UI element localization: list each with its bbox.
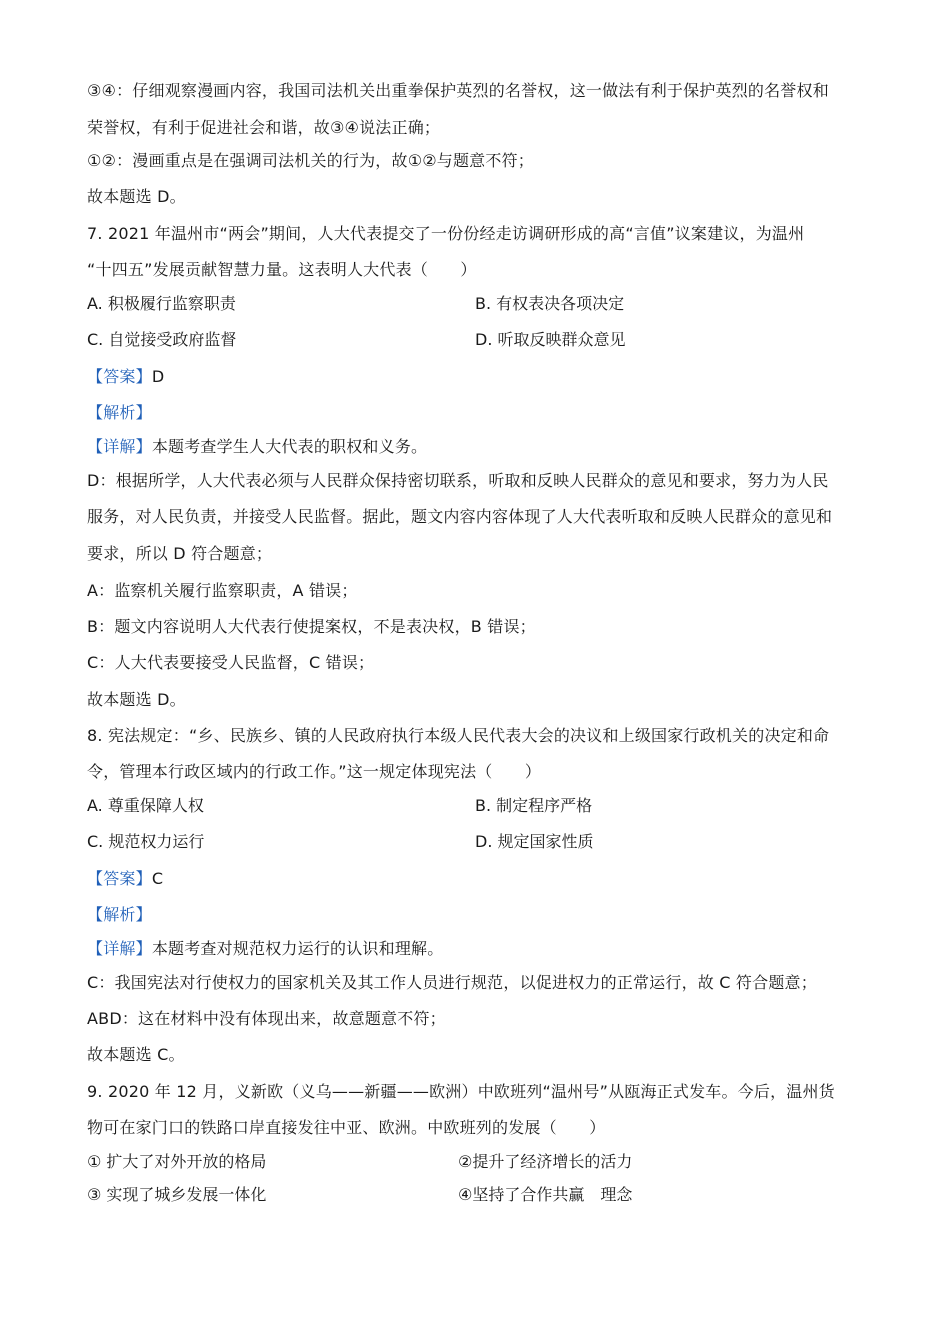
q9-item-3: ③ 实现了城乡发展一体化 — [87, 1185, 267, 1204]
q7-option-b: B. 有权表决各项决定 — [475, 294, 625, 313]
q7-detail-line: D：根据所学，人大代表必须与人民群众保持密切联系，听取和反映人民群众的意见和要求，努力为人民 — [87, 471, 829, 490]
answer-tag: 【答案】 — [87, 869, 152, 888]
q9-stem: 9. 2020 年 12 月，义新欧（义乌——新疆——欧洲）中欧班列“温州号”从瓯海正式发车。今后，温州货 — [87, 1082, 835, 1101]
q8-answer — [87, 868, 163, 890]
q7-stem: “十四五”发展贡献智慧力量。这表明人大代表（ ） — [87, 260, 477, 279]
answer-value: D — [151, 367, 165, 386]
q9-item-4: ④坚持了合作共赢 理念 — [458, 1185, 633, 1204]
q7-option-d: D. 听取反映群众意见 — [475, 330, 626, 349]
q7-answer — [87, 366, 164, 388]
q9-stem: 物可在家门口的铁路口岸直接发往中亚、欧洲。中欧班列的发展（ ） — [87, 1118, 606, 1137]
detail-tag: 【详解】 — [87, 437, 152, 456]
q7-conclusion: 故本题选 D。 — [87, 690, 186, 709]
answer-value: C — [151, 869, 164, 888]
q8-stem: 8. 宪法规定：“乡、民族乡、镇的人民政府执行本级人民代表大会的决议和上级国家行政机关的决定和命 — [87, 726, 830, 745]
q8-detail-line: ABD：这在材料中没有体现出来，故意题意不符； — [87, 1009, 446, 1028]
q7-detail — [87, 436, 427, 458]
q8-stem: 令，管理本行政区域内的行政工作。”这一规定体现宪法（ ） — [87, 762, 542, 781]
answer-tag: 【答案】 — [87, 367, 152, 386]
detail-tag: 【详解】 — [87, 939, 152, 958]
q8-conclusion: 故本题选 C。 — [87, 1045, 185, 1064]
q8-option-a: A. 尊重保障人权 — [87, 796, 204, 815]
q7-detail-line: A：监察机关履行监察职责，A 错误； — [87, 581, 358, 600]
q7-detail-line: B：题文内容说明人大代表行使提案权，不是表决权，B 错误； — [87, 617, 536, 636]
q6-analysis-line: ①②：漫画重点是在强调司法机关的行为，故①②与题意不符； — [87, 151, 534, 170]
q6-conclusion: 故本题选 D。 — [87, 187, 186, 206]
q8-option-b: B. 制定程序严格 — [475, 796, 593, 815]
q7-option-c: C. 自觉接受政府监督 — [87, 330, 237, 349]
q7-detail-line: C：人大代表要接受人民监督，C 错误； — [87, 653, 375, 672]
q7-analysis-tag: 【解析】 — [87, 403, 152, 422]
q9-item-1: ① 扩大了对外开放的格局 — [87, 1152, 267, 1171]
q6-analysis-line: 荣誉权，有利于促进社会和谐，故③④说法正确； — [87, 118, 441, 137]
q8-option-d: D. 规定国家性质 — [475, 832, 594, 851]
q8-detail — [87, 938, 443, 960]
q9-item-2: ②提升了经济增长的活力 — [458, 1152, 633, 1171]
q8-analysis-tag: 【解析】 — [87, 905, 152, 924]
q6-analysis-line: ③④：仔细观察漫画内容，我国司法机关出重拳保护英烈的名誉权，这一做法有利于保护英烈的名誉权和 — [87, 81, 829, 100]
q7-option-a: A. 积极履行监察职责 — [87, 294, 236, 313]
q7-detail-line: 要求，所以 D 符合题意； — [87, 544, 273, 563]
q8-option-c: C. 规范权力运行 — [87, 832, 205, 851]
q7-stem: 7. 2021 年温州市“两会”期间，人大代表提交了一份份经走访调研形成的高“言值”议案建议，为温州 — [87, 224, 805, 243]
detail-text: 本题考查学生人大代表的职权和义务。 — [151, 437, 428, 456]
detail-text: 本题考查对规范权力运行的认识和理解。 — [151, 939, 444, 958]
q7-detail-line: 服务，对人民负责，并接受人民监督。据此，题文内容内容体现了人大代表听取和反映人民群众的意见和 — [87, 507, 833, 526]
q8-detail-line: C：我国宪法对行使权力的国家机关及其工作人员进行规范，以促进权力的正常运行，故 C 符合题意； — [87, 973, 817, 992]
